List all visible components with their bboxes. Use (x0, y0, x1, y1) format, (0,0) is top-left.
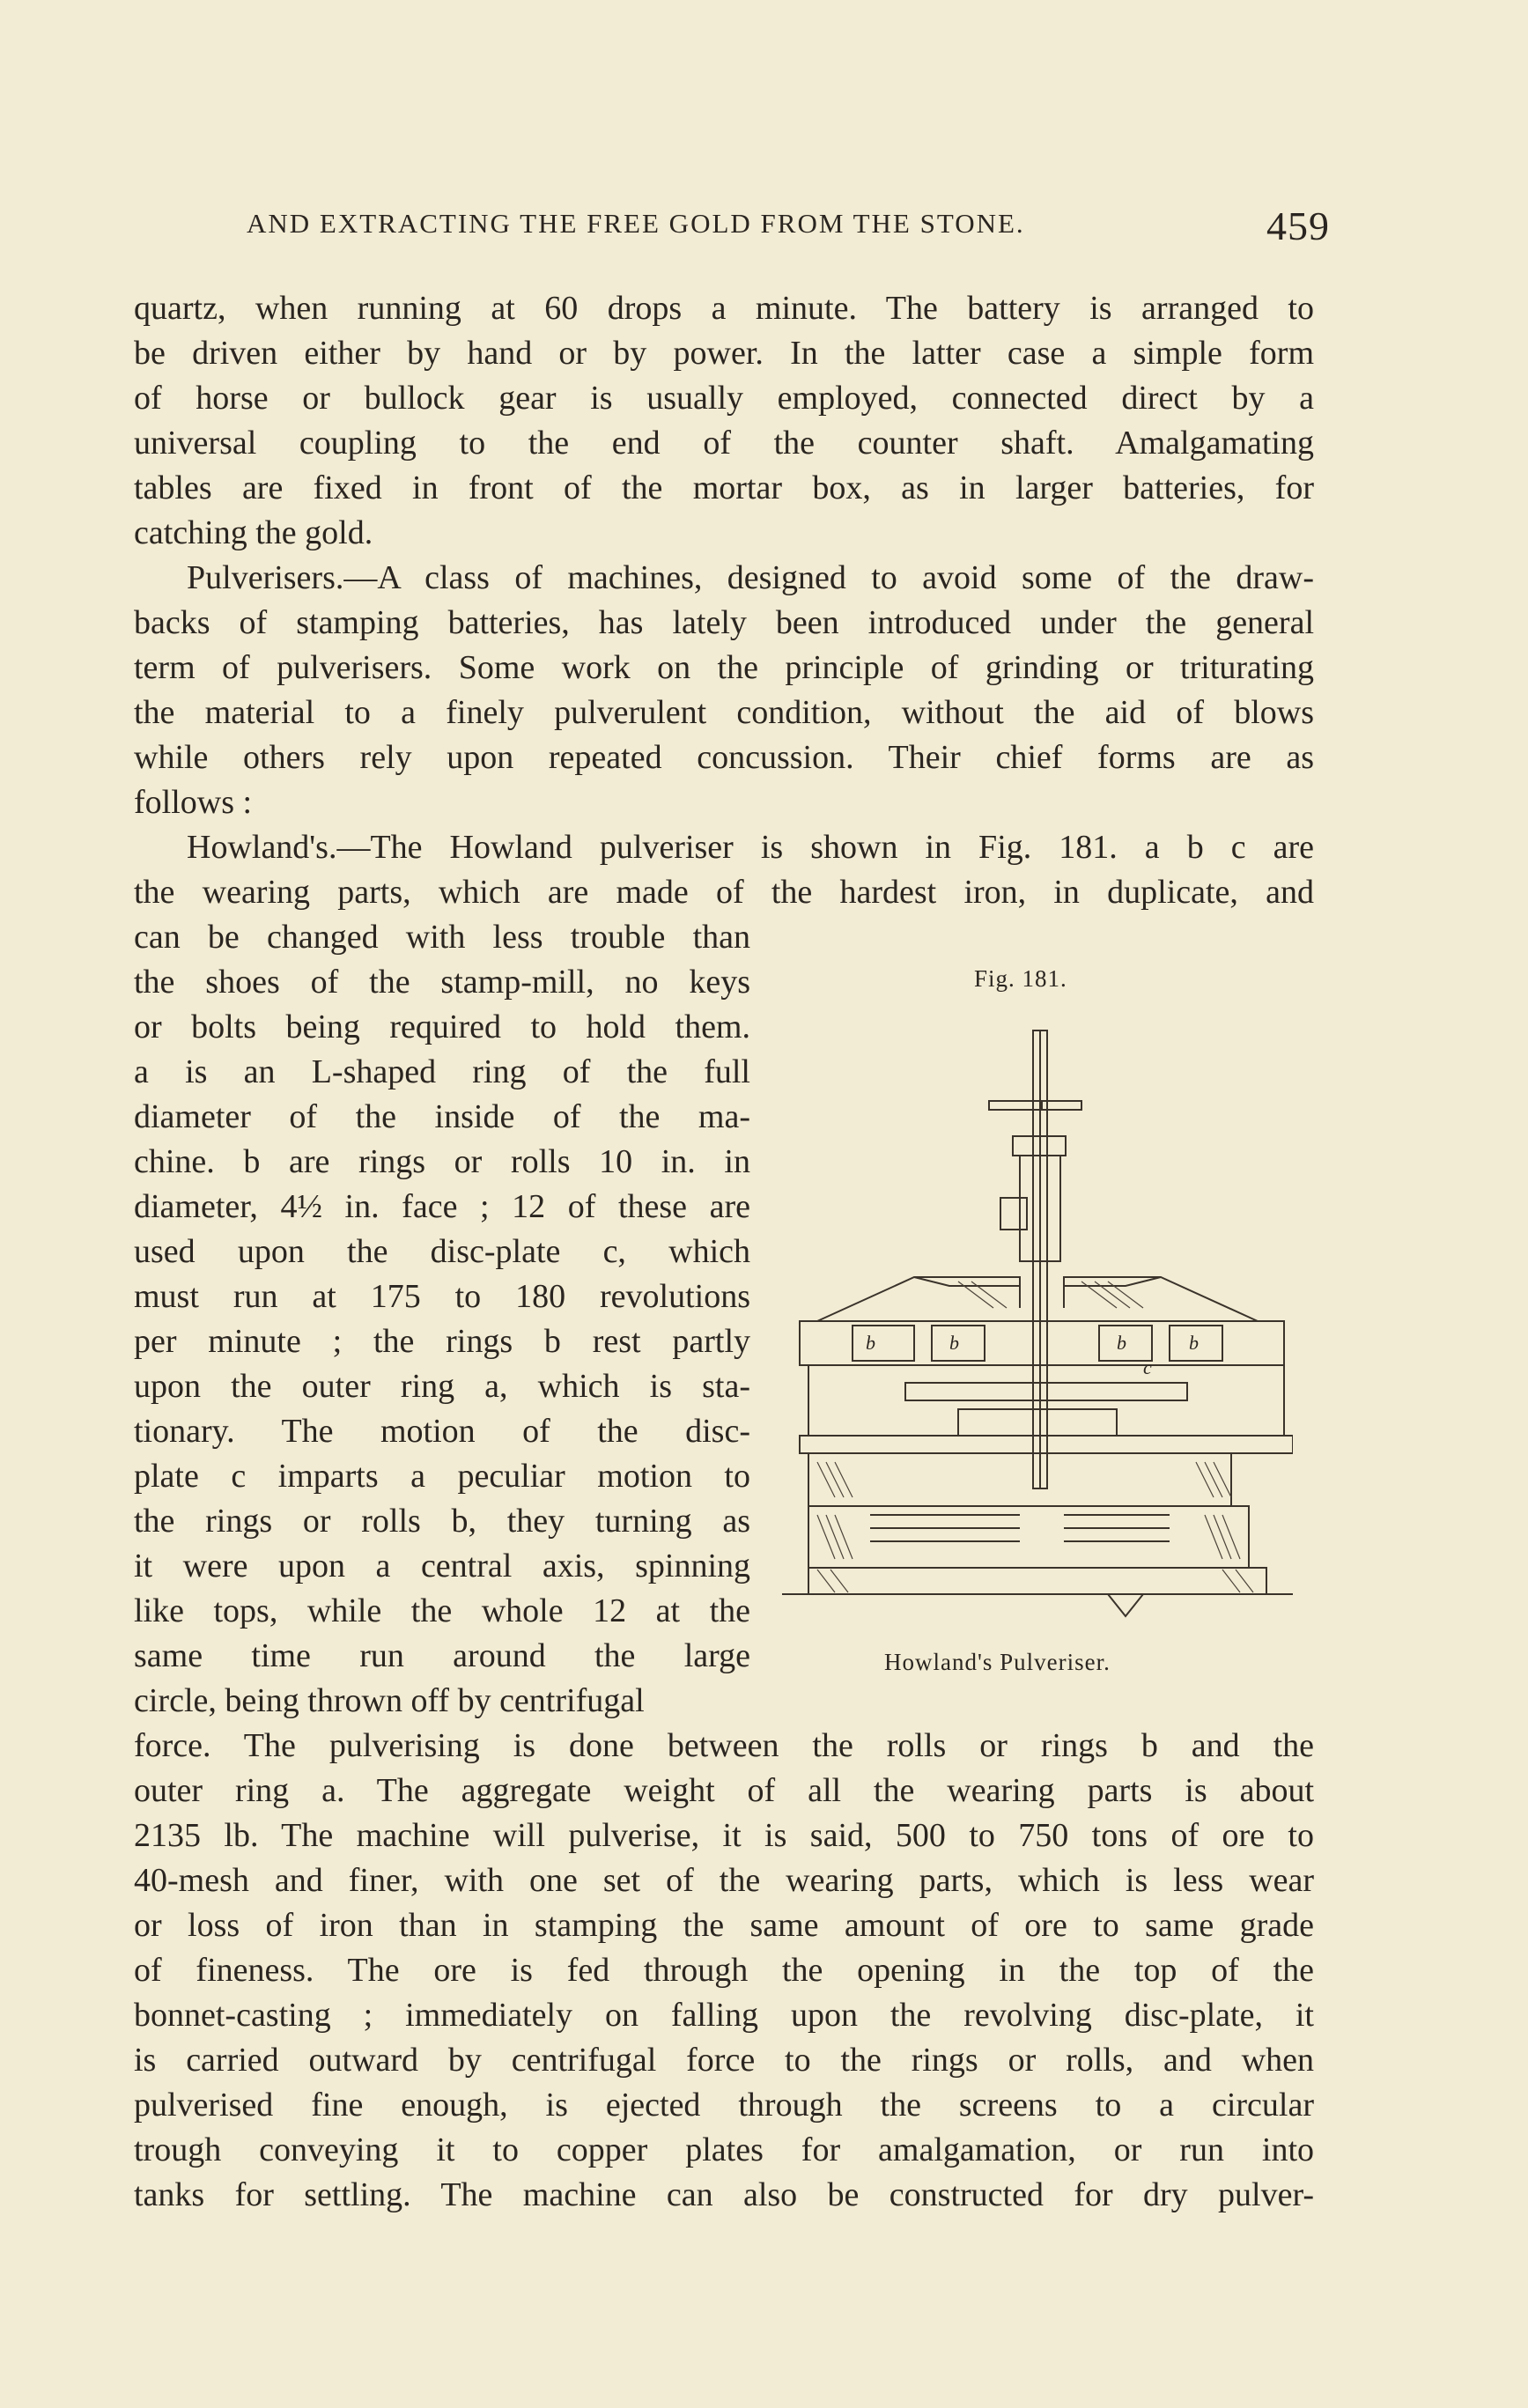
text-line: 40-mesh and finer, with one set of the wearing parts, which is less wear (134, 1862, 1314, 1899)
text-line: plate c imparts a peculiar motion to (134, 1458, 750, 1495)
pulveriser-figure (782, 1022, 1293, 1638)
figure-label: Fig. 181. (974, 965, 1067, 992)
text-line: a is an L-shaped ring of the full (134, 1053, 750, 1090)
text-line: outer ring a. The aggregate weight of all the wearing parts is about (134, 1772, 1314, 1809)
text-line: trough conveying it to copper plates for amalgamation, or run into (134, 2131, 1314, 2168)
text-line: must run at 175 to 180 revolutions (134, 1278, 750, 1315)
text-line: can be changed with less trouble than (134, 919, 750, 956)
text-line: force. The pulverising is done between the rolls or rings b and the (134, 1727, 1314, 1764)
text-line: Pulverisers.—A class of machines, designed to avoid some of the draw- (187, 559, 1314, 596)
text-line: tionary. The motion of the disc- (134, 1413, 750, 1450)
text-line: while others rely upon repeated concussion. Their chief forms are as (134, 739, 1314, 776)
part-label-c: c (1143, 1356, 1152, 1378)
text-line: per minute ; the rings b rest partly (134, 1323, 750, 1360)
text-line: or loss of iron than in stamping the same amount of ore to same grade (134, 1907, 1314, 1944)
text-line: Howland's.—The Howland pulveriser is shown in Fig. 181. a b c are (187, 829, 1314, 866)
pulveriser-drawing (782, 1022, 1293, 1638)
text-line: catching the gold. (134, 514, 373, 551)
text-line: of fineness. The ore is fed through the opening in the top of the (134, 1952, 1314, 1989)
text-line: 2135 lb. The machine will pulverise, it is said, 500 to 750 tons of ore to (134, 1817, 1314, 1854)
text-line: like tops, while the whole 12 at the (134, 1592, 750, 1629)
text-line: the rings or rolls b, they turning as (134, 1503, 750, 1540)
text-line: same time run around the large (134, 1637, 750, 1674)
text-line: the material to a finely pulverulent condition, without the aid of blows (134, 694, 1314, 731)
part-label-b: b (1117, 1332, 1126, 1354)
text-line: diameter, 4½ in. face ; 12 of these are (134, 1188, 750, 1225)
figure-title: Howland's Pulveriser. (884, 1649, 1111, 1675)
text-line: is carried outward by centrifugal force to the rings or rolls, and when (134, 2042, 1314, 2079)
text-line: diameter of the inside of the ma- (134, 1098, 750, 1135)
text-line: be driven either by hand or by power. In the latter case a simple form (134, 335, 1314, 372)
page-header (247, 203, 1330, 255)
text-line: backs of stamping batteries, has lately been introduced under the general (134, 604, 1314, 641)
text-line: upon the outer ring a, which is sta- (134, 1368, 750, 1405)
page-number: 459 (1266, 203, 1330, 248)
text-line: universal coupling to the end of the counter shaft. Amalgamating (134, 425, 1314, 462)
part-label-b: b (949, 1332, 959, 1354)
text-line: term of pulverisers. Some work on the principle of grinding or triturating (134, 649, 1314, 686)
text-line: or bolts being required to hold them. (134, 1008, 750, 1045)
text-line: circle, being thrown off by centrifugal (134, 1682, 645, 1719)
text-line: the wearing parts, which are made of the hardest iron, in duplicate, and (134, 874, 1314, 911)
part-label-b: b (1189, 1332, 1199, 1354)
text-line: it were upon a central axis, spinning (134, 1547, 750, 1584)
text-line: the shoes of the stamp-mill, no keys (134, 964, 750, 1001)
text-line: quartz, when running at 60 drops a minute. The battery is arranged to (134, 290, 1314, 327)
text-line: pulverised fine enough, is ejected through the screens to a circular (134, 2087, 1314, 2124)
text-line: follows : (134, 784, 253, 821)
text-line: tanks for settling. The machine can also be constructed for dry pulver- (134, 2176, 1314, 2213)
text-line: chine. b are rings or rolls 10 in. in (134, 1143, 750, 1180)
part-label-b: b (866, 1332, 875, 1354)
running-head: AND EXTRACTING THE FREE GOLD FROM THE STONE. (247, 208, 1025, 239)
text-line: of horse or bullock gear is usually employed, connected direct by a (134, 380, 1314, 417)
text-line: used upon the disc-plate c, which (134, 1233, 750, 1270)
text-line: bonnet-casting ; immediately on falling upon the revolving disc-plate, it (134, 1997, 1314, 2034)
text-line: tables are fixed in front of the mortar box, as in larger batteries, for (134, 469, 1314, 506)
